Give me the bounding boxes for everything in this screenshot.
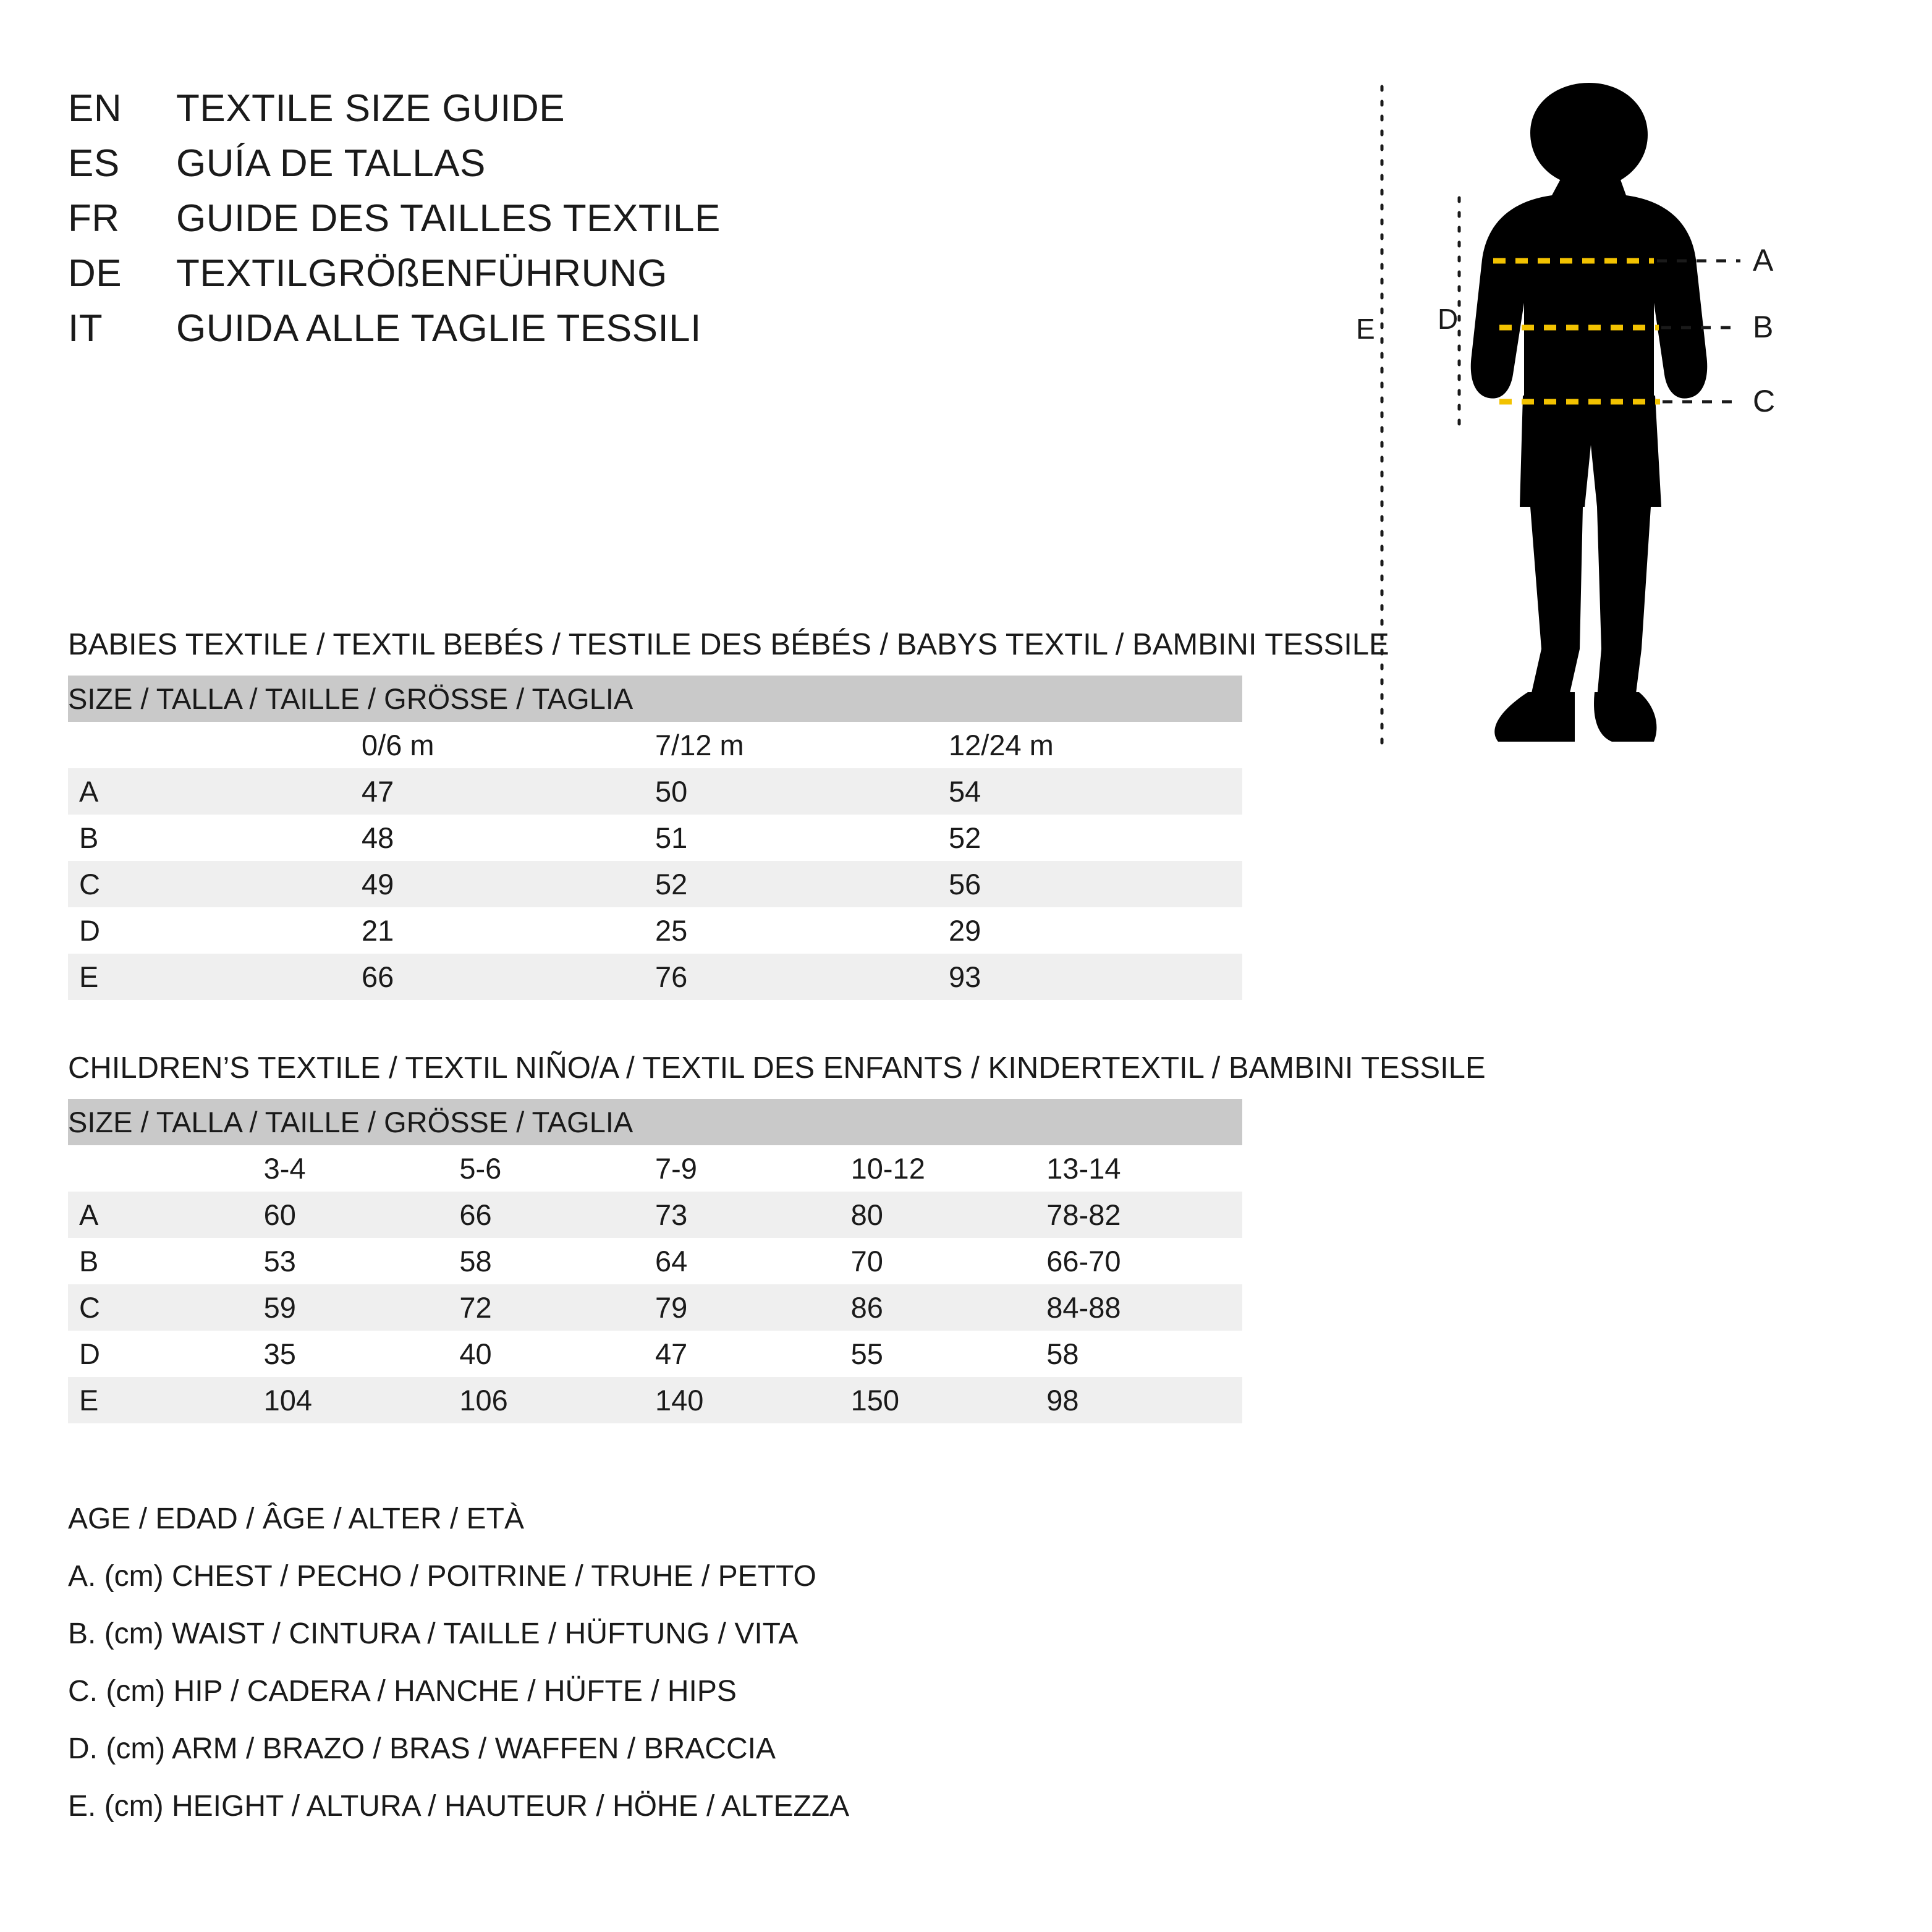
- children-row-0-label: A: [68, 1192, 264, 1238]
- table-row: [68, 1238, 1242, 1284]
- babies-col-blank: [68, 722, 362, 768]
- children-row-2-val-4: 84-88: [1046, 1284, 1242, 1331]
- babies-col-0: 0/6 m: [362, 722, 655, 768]
- legend-line-d: D. (cm) ARM / BRAZO / BRAS / WAFFEN / BRACCIA: [68, 1732, 776, 1765]
- children-row-4-val-4: 98: [1046, 1377, 1242, 1423]
- children-row-2-val-3: 86: [851, 1284, 1047, 1331]
- babies-row-2-val-2: 56: [949, 861, 1242, 907]
- figure-marker-d: D: [1438, 303, 1459, 335]
- babies-row-3-val-1: 25: [655, 907, 949, 954]
- legend-line-a: A. (cm) CHEST / PECHO / POITRINE / TRUHE / PETTO: [68, 1560, 816, 1593]
- title-lang-en: EN: [68, 87, 122, 130]
- children-row-3-val-0: 35: [264, 1331, 460, 1377]
- children-row-3-val-1: 40: [459, 1331, 655, 1377]
- table-row: [68, 1284, 1242, 1331]
- title-lang-it: IT: [68, 307, 103, 350]
- babies-column-header-row: [68, 722, 1242, 768]
- children-row-3-val-2: 47: [655, 1331, 851, 1377]
- children-row-3-val-3: 55: [851, 1331, 1047, 1377]
- babies-row-2-val-0: 49: [362, 861, 655, 907]
- children-row-0-val-3: 80: [851, 1192, 1047, 1238]
- children-row-4-val-3: 150: [851, 1377, 1047, 1423]
- table-row: [68, 815, 1242, 861]
- children-row-1-val-2: 64: [655, 1238, 851, 1284]
- children-row-0-val-4: 78-82: [1046, 1192, 1242, 1238]
- children-section-title: CHILDREN’S TEXTILE / TEXTIL NIÑO/A / TEXTIL DES ENFANTS / KINDERTEXTIL / BAMBINI TESSILE: [68, 1051, 1486, 1085]
- babies-section-title: BABIES TEXTILE / TEXTIL BEBÉS / TESTILE DES BÉBÉS / BABYS TEXTIL / BAMBINI TESSILE: [68, 628, 1389, 661]
- title-lang-de: DE: [68, 252, 122, 295]
- title-row-de: [68, 252, 1242, 295]
- legend-line-b: B. (cm) WAIST / CINTURA / TAILLE / HÜFTUNG / VITA: [68, 1617, 799, 1650]
- babies-row-0-val-1: 50: [655, 768, 949, 815]
- children-row-1-val-3: 70: [851, 1238, 1047, 1284]
- title-row-en: [68, 87, 1242, 130]
- table-row: [68, 768, 1242, 815]
- table-row: [68, 1377, 1242, 1423]
- legend-block: [68, 1502, 1428, 1847]
- title-text-de: TEXTILGRÖßENFÜHRUNG: [176, 252, 667, 295]
- babies-row-0-val-2: 54: [949, 768, 1242, 815]
- table-row: [68, 907, 1242, 954]
- children-row-4-val-0: 104: [264, 1377, 460, 1423]
- title-text-it: GUIDA ALLE TAGLIE TESSILI: [176, 307, 701, 350]
- children-row-2-val-2: 79: [655, 1284, 851, 1331]
- babies-row-1-val-0: 48: [362, 815, 655, 861]
- children-row-0-val-0: 60: [264, 1192, 460, 1238]
- babies-row-4-val-1: 76: [655, 954, 949, 1000]
- children-row-2-val-1: 72: [459, 1284, 655, 1331]
- babies-size-table: [68, 676, 1242, 1000]
- title-text-es: GUÍA DE TALLAS: [176, 142, 486, 185]
- table-row: [68, 861, 1242, 907]
- children-row-3-val-4: 58: [1046, 1331, 1242, 1377]
- babies-col-1: 7/12 m: [655, 722, 949, 768]
- children-col-4: 13-14: [1046, 1145, 1242, 1192]
- table-row: [68, 1331, 1242, 1377]
- title-block: [68, 87, 1242, 362]
- children-row-1-label: B: [68, 1238, 264, 1284]
- figure-marker-b: B: [1753, 310, 1774, 344]
- title-lang-fr: FR: [68, 197, 120, 240]
- children-col-blank: [68, 1145, 264, 1192]
- children-col-1: 5-6: [459, 1145, 655, 1192]
- babies-table-header: SIZE / TALLA / TAILLE / GRÖSSE / TAGLIA: [68, 676, 1242, 722]
- legend-line-c: C. (cm) HIP / CADERA / HANCHE / HÜFTE / HIPS: [68, 1675, 737, 1708]
- children-row-0-val-2: 73: [655, 1192, 851, 1238]
- table-row: [68, 1192, 1242, 1238]
- babies-row-1-label: B: [68, 815, 362, 861]
- children-row-2-val-0: 59: [264, 1284, 460, 1331]
- title-row-es: [68, 142, 1242, 185]
- title-row-fr: [68, 197, 1242, 240]
- children-row-4-val-1: 106: [459, 1377, 655, 1423]
- legend-line-age: AGE / EDAD / ÂGE / ALTER / ETÀ: [68, 1502, 524, 1535]
- measurement-figure: [1345, 74, 1852, 779]
- figure-marker-a: A: [1753, 243, 1774, 278]
- children-row-2-label: C: [68, 1284, 264, 1331]
- figure-marker-e: E: [1356, 313, 1375, 345]
- children-column-header-row: [68, 1145, 1242, 1192]
- children-row-4-val-2: 140: [655, 1377, 851, 1423]
- babies-row-4-label: E: [68, 954, 362, 1000]
- children-col-2: 7-9: [655, 1145, 851, 1192]
- babies-row-1-val-1: 51: [655, 815, 949, 861]
- babies-row-4-val-2: 93: [949, 954, 1242, 1000]
- babies-col-2: 12/24 m: [949, 722, 1242, 768]
- title-row-it: [68, 307, 1242, 350]
- title-lang-es: ES: [68, 142, 120, 185]
- babies-row-3-val-0: 21: [362, 907, 655, 954]
- children-col-3: 10-12: [851, 1145, 1047, 1192]
- babies-row-3-label: D: [68, 907, 362, 954]
- children-row-4-label: E: [68, 1377, 264, 1423]
- table-row: [68, 954, 1242, 1000]
- babies-row-1-val-2: 52: [949, 815, 1242, 861]
- title-text-en: TEXTILE SIZE GUIDE: [176, 87, 566, 130]
- babies-row-0-label: A: [68, 768, 362, 815]
- title-text-fr: GUIDE DES TAILLES TEXTILE: [176, 197, 721, 240]
- legend-line-e: E. (cm) HEIGHT / ALTURA / HAUTEUR / HÖHE / ALTEZZA: [68, 1790, 850, 1823]
- children-size-table: [68, 1099, 1242, 1423]
- babies-row-0-val-0: 47: [362, 768, 655, 815]
- children-table-header-row: [68, 1099, 1242, 1145]
- children-row-1-val-0: 53: [264, 1238, 460, 1284]
- children-row-0-val-1: 66: [459, 1192, 655, 1238]
- children-section: [68, 1051, 1486, 1423]
- babies-section: [68, 627, 1389, 1000]
- babies-row-2-label: C: [68, 861, 362, 907]
- children-row-3-label: D: [68, 1331, 264, 1377]
- children-row-1-val-1: 58: [459, 1238, 655, 1284]
- babies-row-3-val-2: 29: [949, 907, 1242, 954]
- children-table-header: SIZE / TALLA / TAILLE / GRÖSSE / TAGLIA: [68, 1099, 1242, 1145]
- babies-row-2-val-1: 52: [655, 861, 949, 907]
- babies-table-header-row: [68, 676, 1242, 722]
- babies-row-4-val-0: 66: [362, 954, 655, 1000]
- children-row-1-val-4: 66-70: [1046, 1238, 1242, 1284]
- children-col-0: 3-4: [264, 1145, 460, 1192]
- figure-marker-c: C: [1753, 384, 1776, 418]
